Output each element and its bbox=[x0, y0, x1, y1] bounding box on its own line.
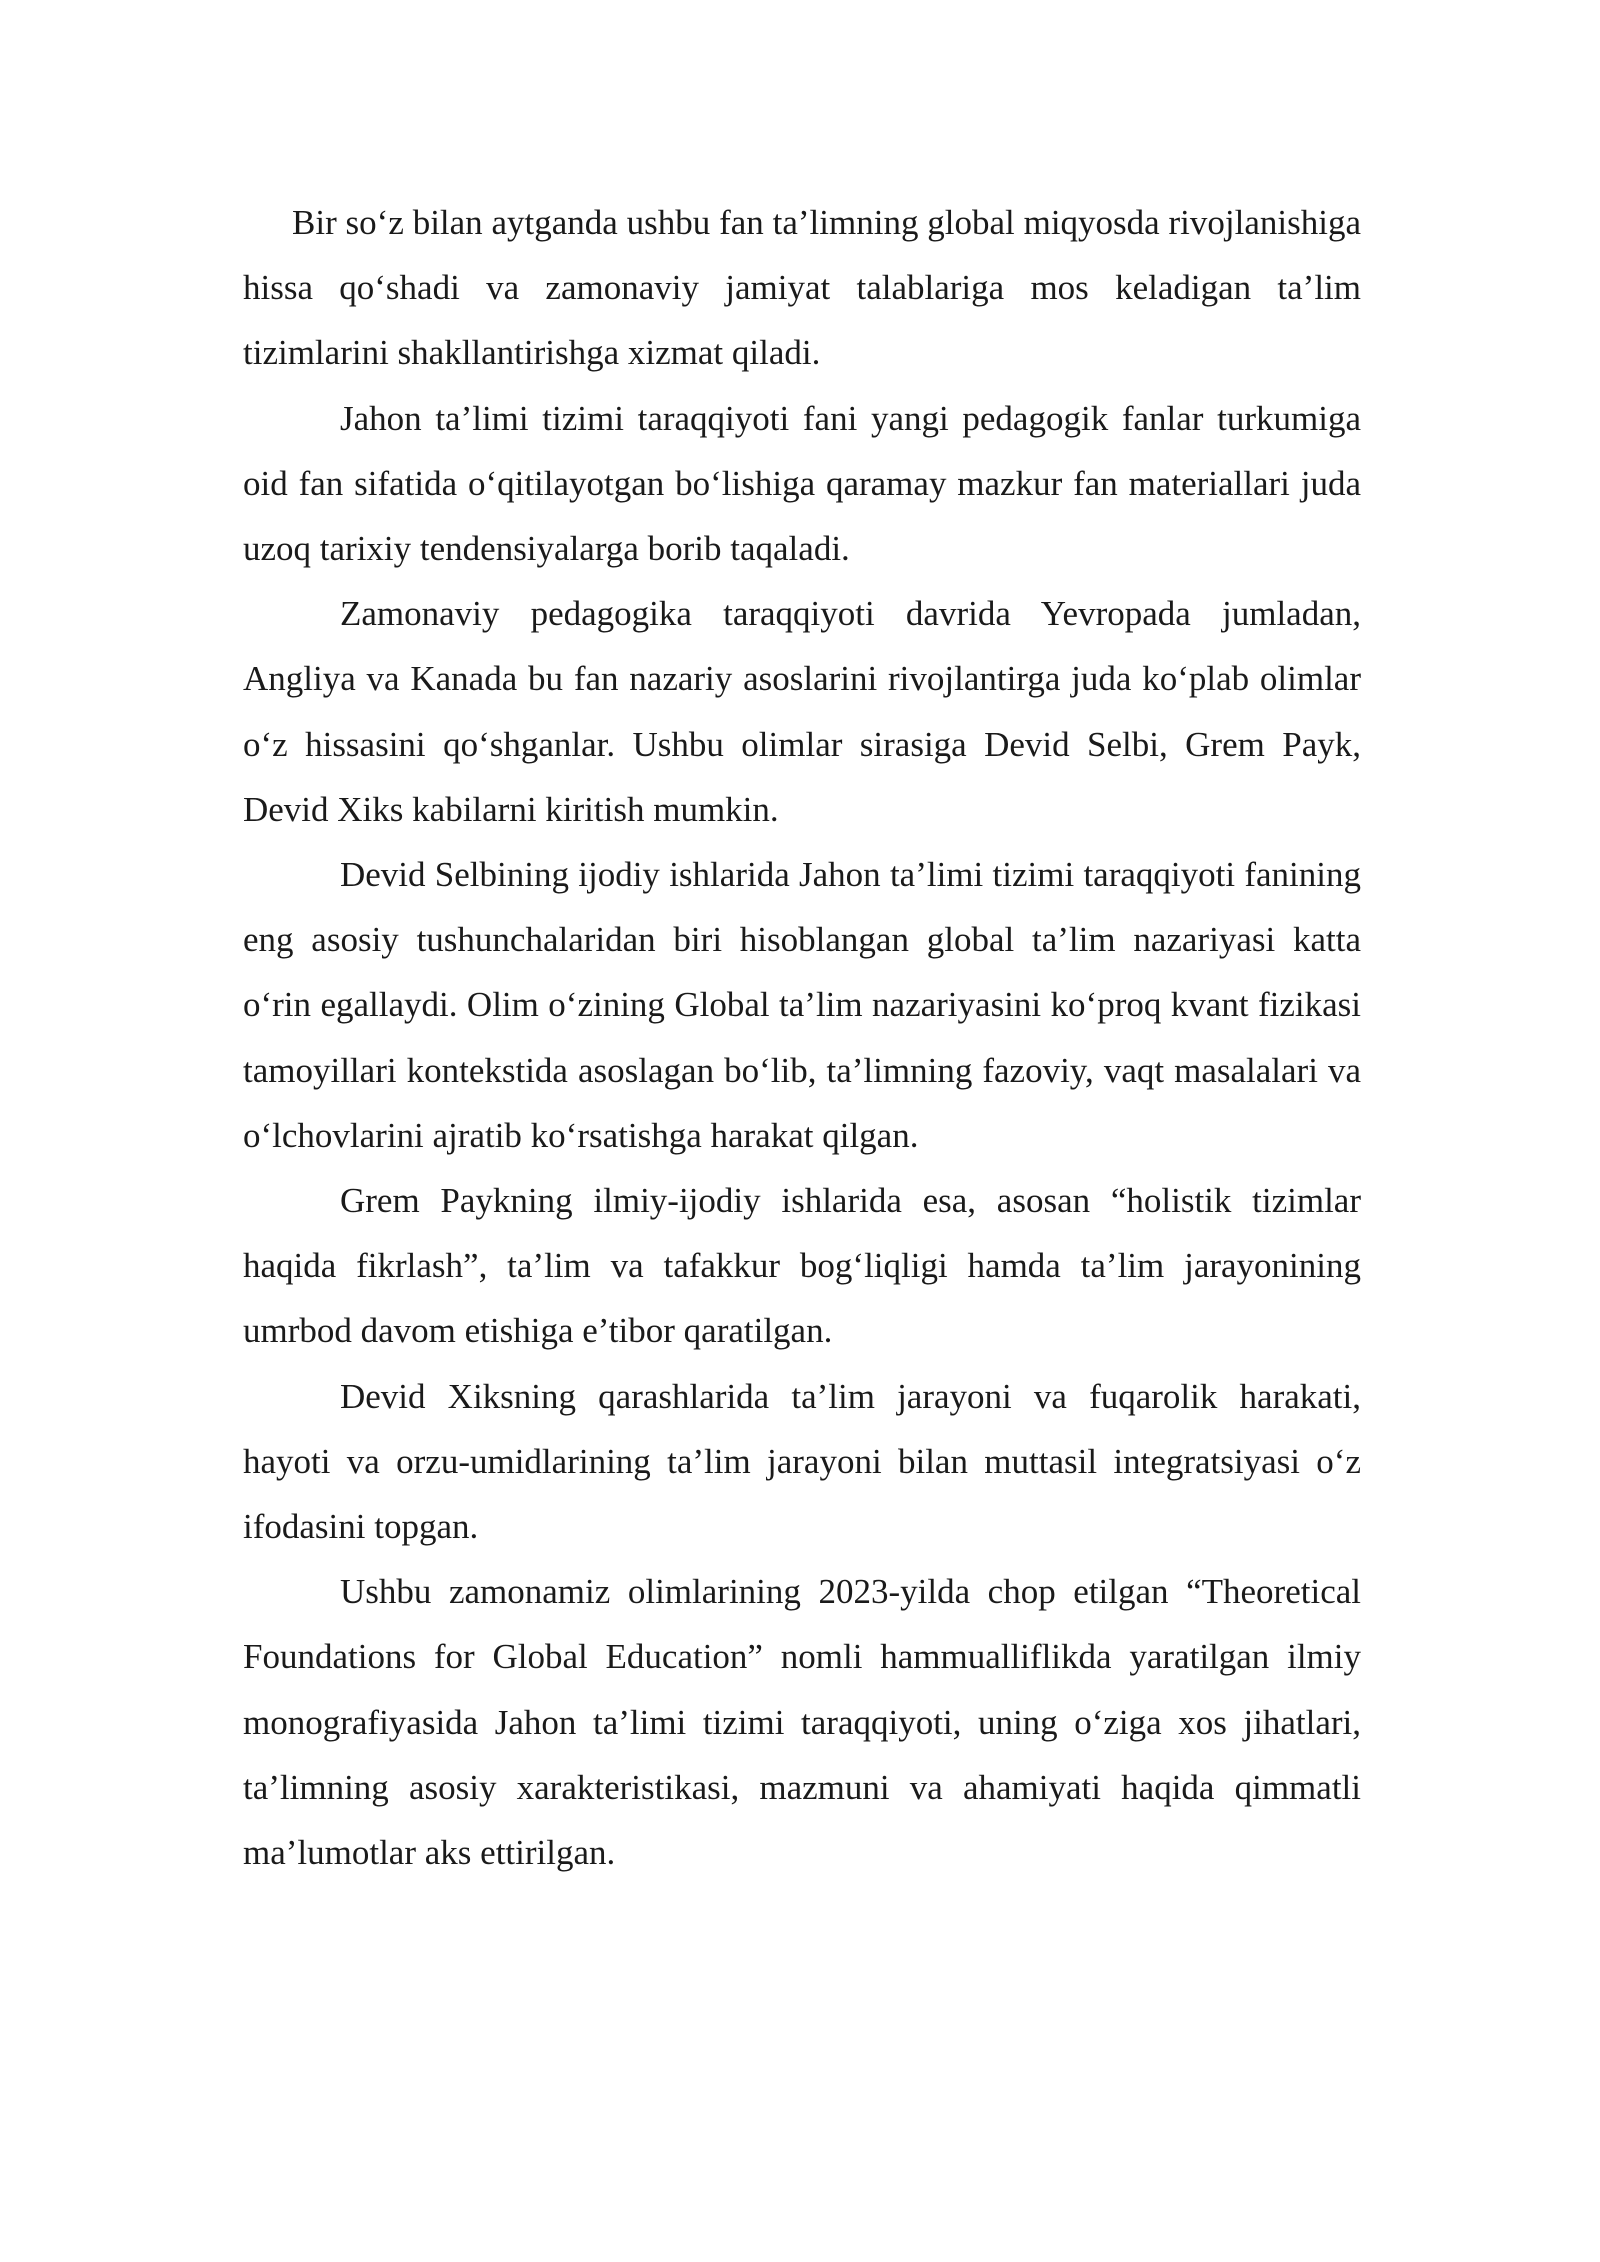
paragraph-1: Bir so‘z bilan aytganda ushbu fan ta’limning global miqyosda rivojlanishiga hissa qo‘shadi va zamonaviy jamiyat talablariga mos keladigan ta’lim tizimlarini shakllantirishga xizmat qiladi. bbox=[243, 203, 1361, 373]
paragraph-6: Devid Xiksning qarashlarida ta’lim jarayoni va fuqarolik harakati, hayoti va orzu-umidlarining ta’lim jarayoni bilan muttasil integratsiyasi o‘z ifodasini topgan. bbox=[243, 1376, 1361, 1547]
paragraph-2: Jahon ta’limi tizimi taraqqiyoti fani yangi pedagogik fanlar turkumiga oid fan sifatida o‘qitilayotgan bo‘lishiga qaramay mazkur fan materiallari juda uzoq tarixiy tendensiyalarga borib taqaladi. bbox=[243, 398, 1361, 569]
paragraph-4: Devid Selbining ijodiy ishlarida Jahon ta’limi tizimi taraqqiyoti fanining eng asosiy tushunchalaridan biri hisoblangan global ta’lim nazariyasi katta o‘rin egallaydi. Olim o‘zining Global ta’lim nazariyasini ko‘proq kvant fizikasi tamoyillari kontekstida asoslagan bo‘lib, ta’limning fazoviy, vaqt masalalari va o‘lchovlarini ajratib ko‘rsatishga harakat qilgan. bbox=[243, 855, 1361, 1155]
paragraph-5: Grem Paykning ilmiy-ijodiy ishlarida esa, asosan “holistik tizimlar haqida fikrlash”, ta’lim va tafakkur bog‘liqligi hamda ta’lim jarayonining umrbod davom etishiga e’tibor qaratilgan. bbox=[243, 1181, 1361, 1351]
body-text bbox=[243, 190, 1361, 1885]
paragraph-7: Ushbu zamonamiz olimlarining 2023-yilda chop etilgan “Theoretical Foundations for Global Education” nomli hammualliflikda yaratilgan ilmiy monografiyasida Jahon ta’limi tizimi taraqqiyoti, uning o‘ziga xos jihatlari, ta’limning asosiy xarakteristikasi, mazmuni va ahamiyati haqida qimmatli ma’lumotlar aks ettirilgan. bbox=[243, 1572, 1361, 1873]
paragraph-3: Zamonaviy pedagogika taraqqiyoti davrida Yevropada jumladan, Angliya va Kanada bu fan nazariy asoslarini rivojlantirga juda ko‘plab olimlar o‘z hissasini qo‘shganlar. Ushbu olimlar sirasiga Devid Selbi, Grem Payk, Devid Xiks kabilarni kiritish mumkin. bbox=[243, 594, 1361, 829]
